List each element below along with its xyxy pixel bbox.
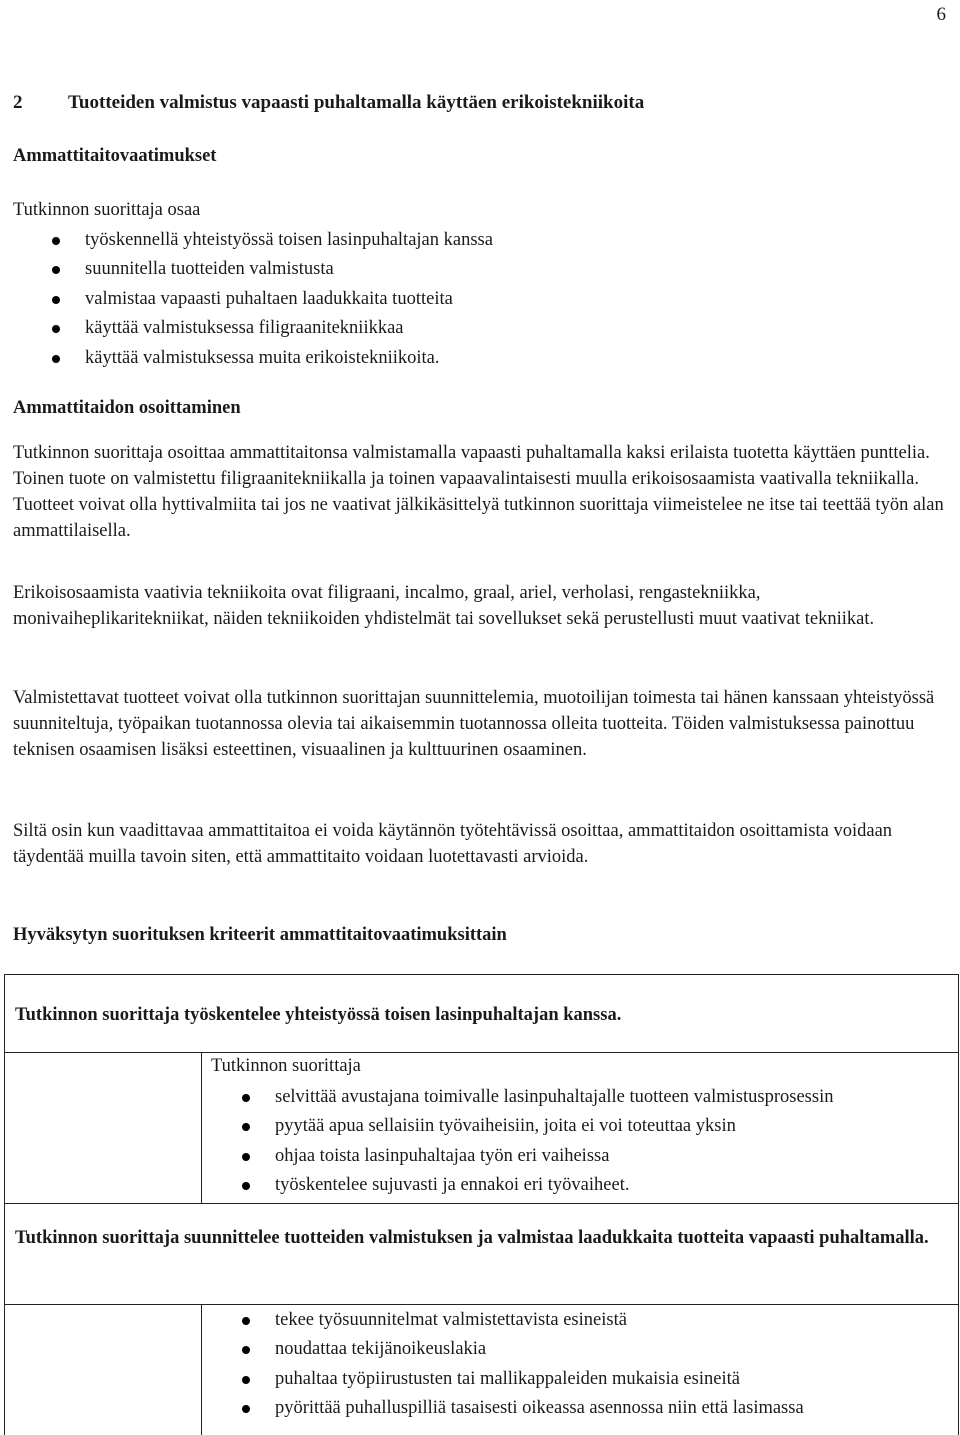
list-item: valmistaa vapaasti puhaltaen laadukkaita tuotteita bbox=[85, 285, 493, 314]
criteria-row-heading: Tutkinnon suorittaja suunnittelee tuotteiden valmistuksen ja valmistaa laadukkaita tuotteita vapaasti puhaltamalla. bbox=[15, 1228, 929, 1248]
paragraph: Erikoisosaamista vaativia tekniikoita ovat filigraani, incalmo, graal, ariel, verholasi, rengastekniikka, monivaiheplikaritekniikat, näiden tekniikoiden yhdistelmät tai sovellukset sekä perustellusti muut vaativat tekniikat. bbox=[13, 583, 875, 629]
requirements-heading: Ammattitaitovaatimukset bbox=[13, 146, 217, 166]
list-item: tekee työsuunnitelmat valmistettavista esineistä bbox=[275, 1306, 804, 1335]
criteria-title: Hyväksytyn suorituksen kriteerit ammattitaitovaatimuksittain bbox=[13, 925, 507, 945]
list-item: työskennellä yhteistyössä toisen lasinpuhaltajan kanssa bbox=[85, 226, 493, 255]
criteria-list bbox=[275, 1306, 804, 1424]
list-item: ohjaa toista lasinpuhaltajaa työn eri vaiheissa bbox=[275, 1142, 833, 1171]
list-item: selvittää avustajana toimivalle lasinpuhaltajalle tuotteen valmistusprosessin bbox=[275, 1083, 833, 1112]
row-divider bbox=[5, 1304, 958, 1305]
requirements-list bbox=[85, 226, 493, 373]
demonstration-heading: Ammattitaidon osoittaminen bbox=[13, 398, 241, 418]
list-item: käyttää valmistuksessa muita erikoistekniikoita. bbox=[85, 344, 493, 373]
criteria-row-intro: Tutkinnon suorittaja bbox=[211, 1056, 361, 1076]
list-item: pyytää apua sellaisiin työvaiheisiin, joita ei voi toteuttaa yksin bbox=[275, 1112, 833, 1141]
list-item: noudattaa tekijänoikeuslakia bbox=[275, 1335, 804, 1364]
criteria-row-heading: Tutkinnon suorittaja työskentelee yhteistyössä toisen lasinpuhaltajan kanssa. bbox=[15, 1005, 622, 1025]
paragraph: Siltä osin kun vaadittavaa ammattitaitoa ei voida käytännön työtehtävissä osoittaa, ammattitaidon osoittamista voidaan täydentää muilla tavoin siten, että ammattitaito voidaan luotettavasti arvioida. bbox=[13, 821, 893, 867]
list-item: käyttää valmistuksessa filigraanitekniikkaa bbox=[85, 314, 493, 343]
criteria-list bbox=[275, 1083, 833, 1201]
section-heading bbox=[13, 92, 644, 114]
requirements-intro: Tutkinnon suorittaja osaa bbox=[13, 200, 201, 220]
list-item: pyörittää puhalluspilliä tasaisesti oikeassa asennossa niin että lasimassa bbox=[275, 1394, 804, 1423]
criteria-table bbox=[4, 974, 959, 1435]
list-item: puhaltaa työpiirustusten tai mallikappaleiden mukaisia esineitä bbox=[275, 1365, 804, 1394]
list-item: suunnitella tuotteiden valmistusta bbox=[85, 255, 493, 284]
section-title: Tuotteiden valmistus vapaasti puhaltamalla käyttäen erikoistekniikoita bbox=[68, 92, 645, 113]
page-number: 6 bbox=[936, 4, 946, 25]
paragraph: Valmistettavat tuotteet voivat olla tutkinnon suorittajan suunnittelemia, muotoilijan toimesta tai hänen kanssaan yhteistyössä suunniteltuja, työpaikan tuotannossa olevia tai aikaisemmin tuotannossa olleita tuotteita. Töiden valmistuksessa painottuu teknisen osaamisen lisäksi esteettinen, visuaalinen ja kulttuurinen osaaminen. bbox=[13, 688, 935, 760]
row-divider bbox=[5, 1052, 958, 1053]
column-divider bbox=[201, 1304, 202, 1435]
list-item: työskentelee sujuvasti ja ennakoi eri työvaiheet. bbox=[275, 1171, 833, 1200]
column-divider bbox=[201, 1052, 202, 1203]
row-divider bbox=[5, 1203, 958, 1204]
section-number: 2 bbox=[13, 92, 23, 113]
paragraph: Tutkinnon suorittaja osoittaa ammattitaitonsa valmistamalla vapaasti puhaltamalla kaksi erilaista tuotetta käyttäen punttelia. Toinen tuote on valmistettu filigraanitekniikalla ja toinen vapaavalintaisesti muulla erikoisosaamista vaativalla tekniikalla. Tuotteet voivat olla hyttivalmiita tai jos ne vaativat jälkikäsittelyä tutkinnon suorittaja viimeistelee ne itse tai teettää työn alan ammattilaisella. bbox=[13, 443, 944, 541]
